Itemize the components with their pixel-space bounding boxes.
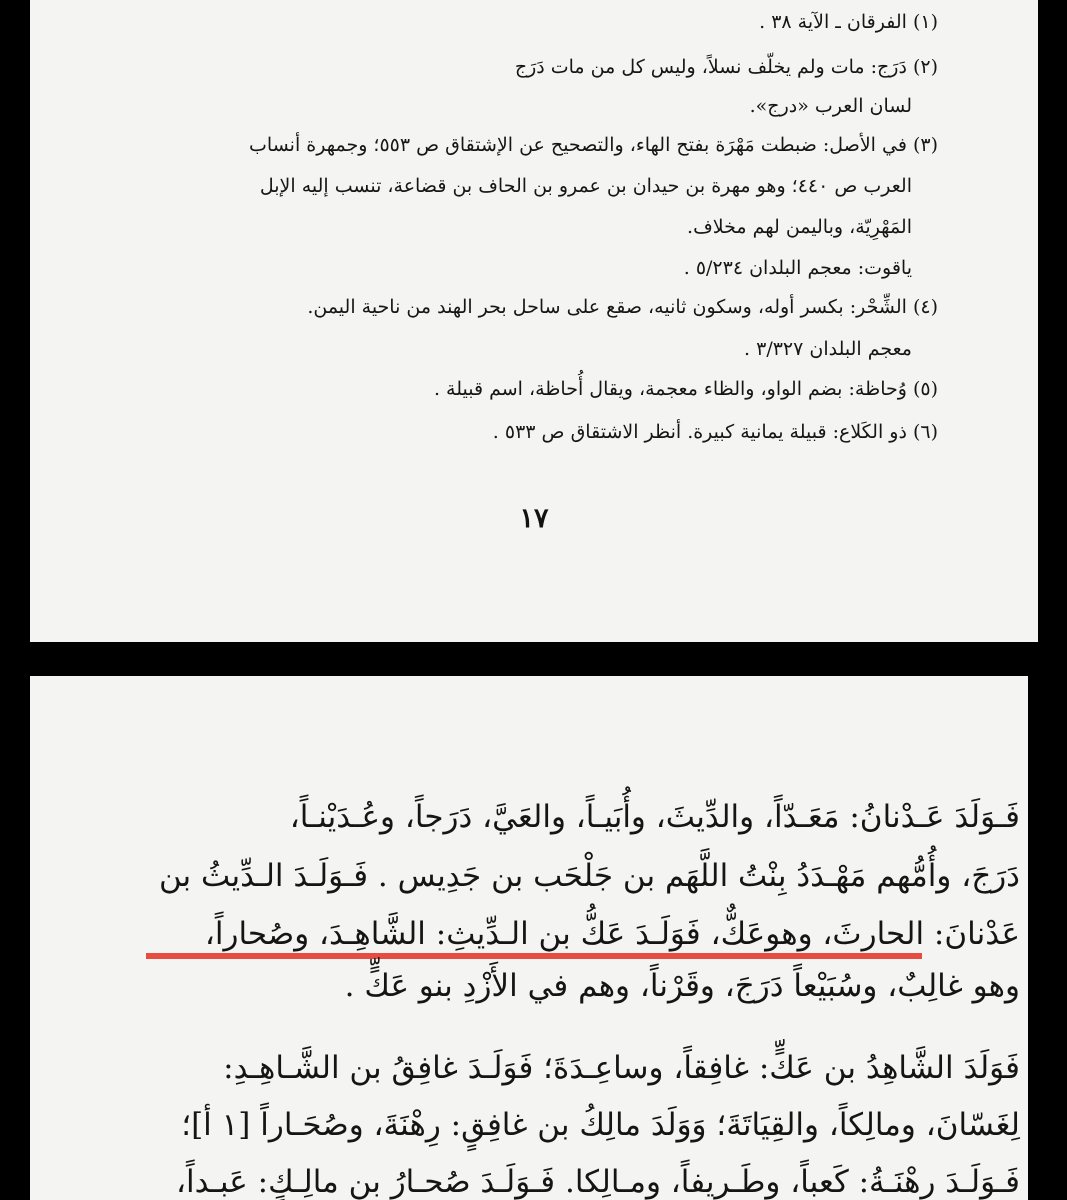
footnote-3-line-3: المَهْرِيّة، وباليمن لهم مخلاف. <box>687 216 912 238</box>
body-line-1: فَـوَلَدَ عَـدْنانُ: مَعَـدّاً، والدِّيثَ، وأُبَيـاً، والعَيَّ، دَرَجاً، وعُـدَيْنـاً، <box>289 799 1020 835</box>
page-number: ١٧ <box>519 503 549 534</box>
red-highlight-underline <box>146 953 922 959</box>
footnote-4-continued: معجم البلدان ٣/٣٢٧ . <box>744 338 912 360</box>
body-line-3: عَدْنانَ: الحارثَ، وهوعَكٌّ، فَوَلَـدَ عَكُّ بن الـدِّيثِ: الشَّاهِـدَ، وصُحاراً، <box>204 916 1020 952</box>
top-page-scan <box>30 0 1038 642</box>
footnote-2-continued: لسان العرب «درج». <box>749 95 912 117</box>
bottom-page-scan <box>30 676 1028 1200</box>
footnote-6: (٦) ذو الكَلاع: قبيلة يمانية كبيرة. أنظر الاشتقاق ص ٥٣٣ . <box>492 421 938 443</box>
body-line-2: دَرَجَ، وأُمُّهم مَهْـدَدُ بِنْتُ اللَّهَم بن جَلْحَب بن جَدِيس . فَـوَلَـدَ الـدِّيثُ بن <box>158 858 1020 894</box>
footnote-3-line-4: ياقوت: معجم البلدان ٥/٢٣٤ . <box>683 257 912 279</box>
body-line-5: فَوَلَدَ الشَّاهِدُ بن عَكٍّ: غافِقاً، وساعِـدَةَ؛ فَوَلَـدَ غافِقُ بن الشَّـاهِـدِ: <box>223 1050 1020 1086</box>
body-line-7: فَـوَلَـدَ رِهْنَـةُ: كَعباً، وطَـرِيفاً، ومـالِكا. فَـوَلَـدَ صُحـارُ بن مالِـكٍ: عَبـداً، <box>175 1164 1020 1200</box>
footnote-5: (٥) وُحاظة: بضم الواو، والظاء معجمة، ويقال أُحاظة، اسم قبيلة . <box>433 378 938 400</box>
footnote-3-line-2: العرب ص ٤٤٠؛ وهو مهرة بن حيدان بن عمرو بن الحاف بن قضاعة، تنسب إليه الإبل <box>259 175 912 197</box>
footnote-2: (٢) دَرَج: مات ولم يخلّف نسلاً، وليس كل من مات دَرَج <box>514 56 938 78</box>
footnote-3: (٣) في الأصل: ضبطت مَهْرَة بفتح الهاء، والتصحيح عن الإشتقاق ص ٥٥٣؛ وجمهرة أنساب <box>249 134 938 156</box>
body-line-4: وهو غالِبٌ، وسُبَيْعاً دَرَجَ، وقَرْناً، وهم في الأَزْدِ بنو عَكٍّ . <box>344 968 1020 1004</box>
body-line-6: لِغَسّانَ، ومالِكاً، والقِيَاتَةَ؛ وَوَلَدَ مالِكُ بن غافِقٍ: رِهْنَةَ، وصُحَـاراً [١ أ]؛ <box>181 1107 1020 1143</box>
footnote-1: (١) الفرقان ـ الآية ٣٨ . <box>759 11 938 33</box>
footnote-4: (٤) الشِّحْر: بكسر أوله، وسكون ثانيه، صقع على ساحل بحر الهند من ناحية اليمن. <box>307 296 938 318</box>
